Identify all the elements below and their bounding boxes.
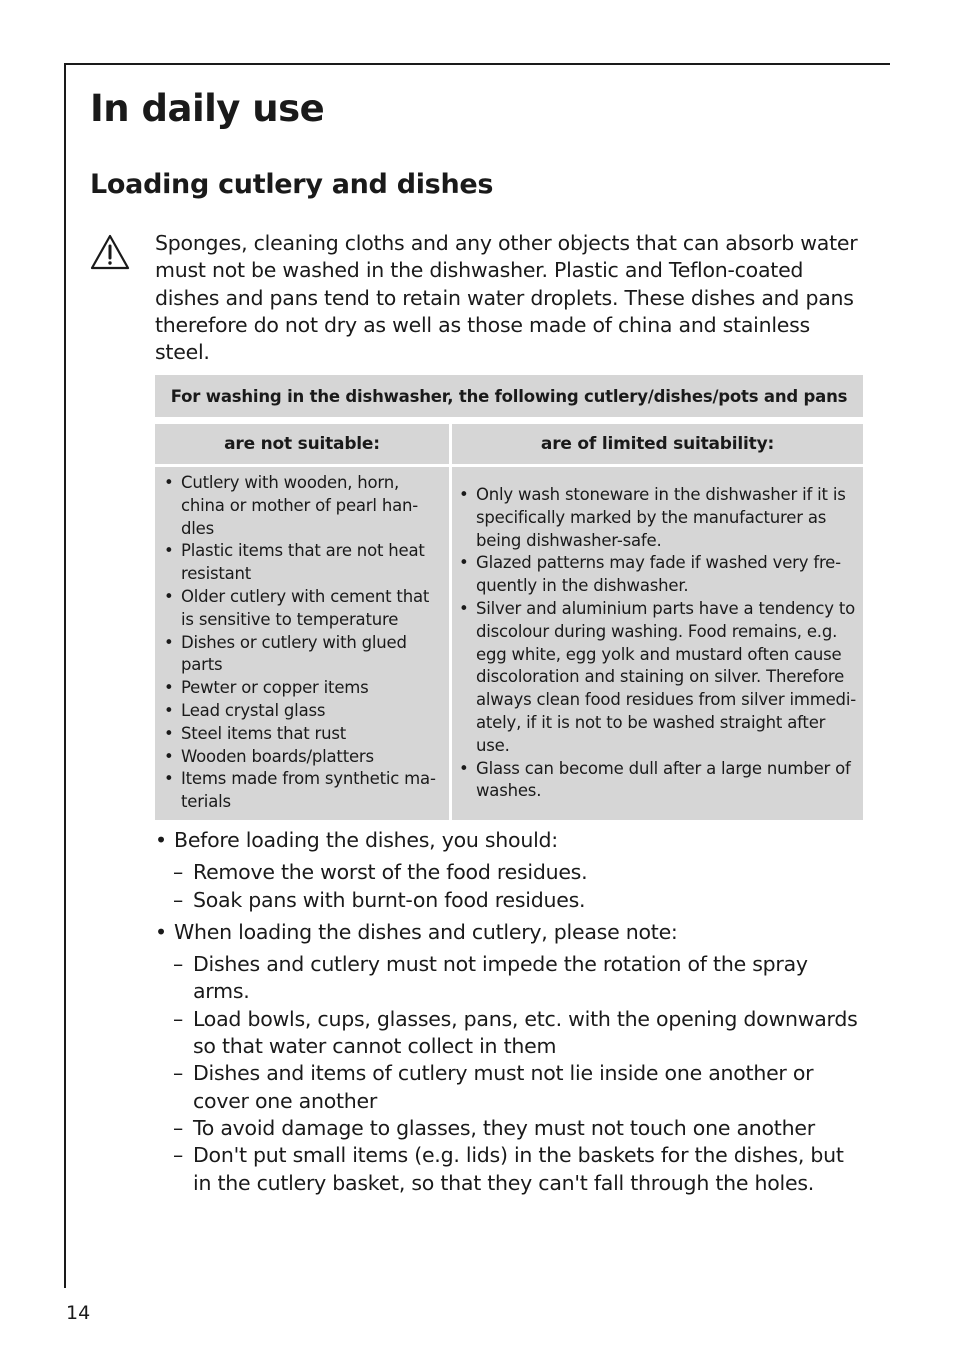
limited-suitability-list (452, 467, 863, 820)
instruction-step: – Load bowls, cups, glasses, pans, etc. with the opening downwards so that water cannot collect in them (155, 1006, 867, 1061)
warning-triangle-icon (89, 233, 131, 271)
instruction-step: – Don't put small items (e.g. lids) in the baskets for the dishes, but in the cutlery basket, so that they can't fall through the holes. (155, 1142, 867, 1197)
column-heading-limited-suitability: are of limited suitability: (452, 424, 863, 464)
list-item: • Plastic items that are not heat resistant (163, 540, 443, 586)
table-header: For washing in the dishwasher, the following cutlery/dishes/pots and pans (155, 375, 863, 417)
page-title: In daily use (90, 87, 325, 130)
instruction-steps (155, 951, 867, 1197)
list-item: • Lead crystal glass (163, 700, 443, 723)
instruction-step: – Soak pans with burnt-on food residues. (155, 887, 867, 914)
list-item: • Items made from synthetic ma-terials (163, 768, 443, 814)
instruction-lead: • When loading the dishes and cutlery, please note: (155, 919, 867, 946)
list-item: • Steel items that rust (163, 723, 443, 746)
instruction-steps (155, 859, 867, 914)
page-number: 14 (66, 1302, 91, 1324)
list-item: • Glass can become dull after a large number of washes. (458, 758, 859, 804)
section-title: Loading cutlery and dishes (90, 169, 494, 200)
loading-instructions (155, 827, 867, 1197)
list-item: • Cutlery with wooden, horn, china or mother of pearl han-dles (163, 472, 443, 540)
not-suitable-list (155, 467, 449, 820)
instruction-step: – Remove the worst of the food residues. (155, 859, 867, 886)
list-item: • Older cutlery with cement that is sensitive to temperature (163, 586, 443, 632)
frame-top-rule (64, 63, 890, 65)
list-item: • Wooden boards/platters (163, 746, 443, 769)
instruction-step: – Dishes and items of cutlery must not lie inside one another or cover one another (155, 1060, 867, 1115)
list-item: • Glazed patterns may fade if washed very fre-quently in the dishwasher. (458, 552, 859, 598)
frame-left-rule (64, 63, 66, 1288)
instruction-lead: • Before loading the dishes, you should: (155, 827, 867, 854)
list-item: • Only wash stoneware in the dishwasher if it is specifically marked by the manufacturer as being dishwasher-safe. (458, 484, 859, 552)
column-heading-not-suitable: are not suitable: (155, 424, 449, 464)
list-item: • Silver and aluminium parts have a tendency to discolour during washing. Food remains, e.g. egg white, egg yolk and mustard often cause discoloration and staining on silver. Therefore always clean food residues from silver immedi-ately, if it is not to be washed straight after use. (458, 598, 859, 758)
instruction-step: – Dishes and cutlery must not impede the rotation of the spray arms. (155, 951, 867, 1006)
warning-text: Sponges, cleaning cloths and any other objects that can absorb water must not be washed in the dishwasher. Plastic and Teflon-coated dishes and pans tend to retain water droplets. These dishes and pans therefore do not dry as well as those made of china and stainless steel. (155, 231, 858, 365)
list-item: • Dishes or cutlery with glued parts (163, 632, 443, 678)
list-item: • Pewter or copper items (163, 677, 443, 700)
instruction-step: – To avoid damage to glasses, they must not touch one another (155, 1115, 867, 1142)
